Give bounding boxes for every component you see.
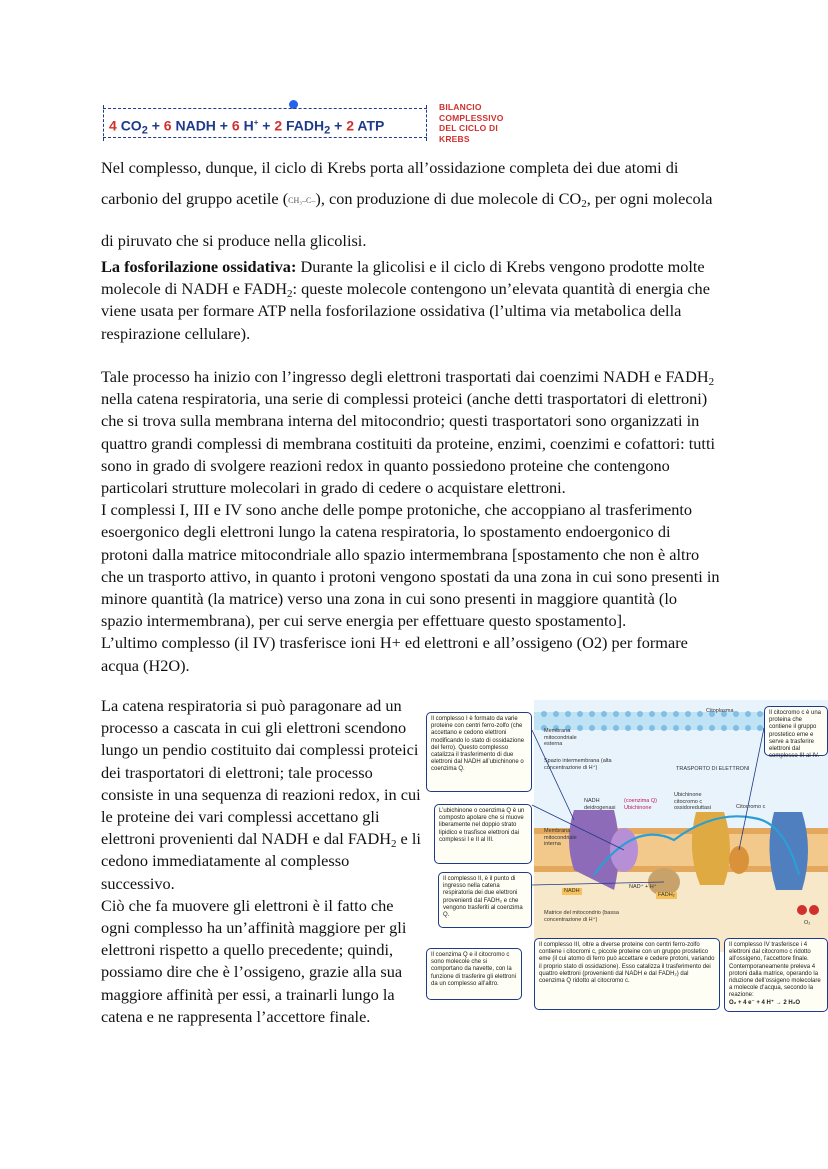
krebs-balance-formula: 4 $CO_2 + 6$ NADH + 6 H+ + 2 $FADH_2 + 2$ ATP	[103, 108, 427, 138]
label-intermembrane: Spazio intermembrana (alta concentrazione di H⁺)	[544, 758, 612, 771]
label-ossidoreduttasi: Ubichinone citocromo c ossidoreduttasi	[674, 792, 711, 811]
paragraph-respiratory-chain: Tale processo ha inizio con l’ingresso degli elettroni trasportati dai coenzimi NADH e $FADH_2$ nella catena respiratoria, una serie di complessi proteici (anche detti trasportatori di elettroni) che si trova sulla membrana interna del mitocondrio; questi trasportatori sono organizzati in quattro grandi complessi di membrana costituiti da proteine, enzimi, coenzimi e cofattori: tutti sono in grado di svolgere reazioni redox in quanto possiedono proteine che contengono particolari strutture molecolari in grado di cedere o acquistare elettroni. I complessi I, III e IV sono anche delle pompe protoniche, che accoppiano al trasferimento esoergonico degli elettroni lungo la catena respiratoria, lo spostamento endoergonico di protoni dalla matrice mitocondriale allo spazio intermembrana [spostamento che non è altro che un trasporto attivo, in quanto i protoni vengono spostati da una zona in cui sono presenti in minore quantità (la matrice) verso una zona in cui sono presenti in maggiore quantità (lo spazio intermembrana), per cui serve energia per effettuare questo spostamento]. L’ultimo complesso (il IV) trasferisce ioni H+ ed elettroni e all’ossigeno (O2) per formare acqua (H2O).	[101, 367, 720, 675]
note-cytochrome-c: Il citocromo c è una proteina che contiene il gruppo prostetico eme e serve a trasferire elettroni dal complesso III al IV.	[764, 706, 828, 756]
label-nadh: NADH	[564, 888, 580, 894]
paragraph-krebs-summary: Nel complesso, dunque, il ciclo di Krebs porta all’ossidazione completa dei due atomi di carbonio del gruppo acetile (CH₃–C–), con produzione di due molecole di $CO_2$, per ogni molecola di piruvato che si produce nella glicolisi.	[101, 158, 713, 251]
section-heading: La fosforilazione ossidativa:	[101, 257, 297, 276]
paragraph-oxidative-phosphorylation: La fosforilazione ossidativa: Durante la glicolisi e il ciclo di Krebs vengono prodotte molte molecole di NADH e $FADH_2$: queste molecole contengono un’elevata quantità di energia che viene usata per formare ATP nella fosforilazione ossidativa (l’ultima via metabolica della respirazione cellulare).	[101, 257, 710, 343]
label-cytochrome-c: Citocromo c	[736, 804, 766, 810]
respiratory-chain-figure	[424, 700, 828, 1016]
label-nad: NAD⁺ + H⁺	[629, 884, 657, 890]
note-complex-3: Il complesso III, oltre a diverse proteine con centri ferro-zolfo contiene i citocromi c, piccole proteine con un gruppo prostetico eme (il cui atomo di ferro può accettare e cedere protoni, variando il proprio stato di ossidazione). Esso catalizza il trasferimento dei quattro elettroni (provenienti dal NADH e dal FADH₂) dal coenzima Q ridotto al citocromo c.	[534, 938, 720, 1010]
label-outer-membrane: Membrana mitocondriale esterna	[544, 728, 577, 747]
acetyl-formula: CH₃–C–	[288, 196, 316, 206]
paragraph-cascade: La catena respiratoria si può paragonare ad un processo a cascata in cui gli elettroni scendono lungo un pendio costituito dai complessi proteici dei trasportatori di elettroni; tale processo consiste in una sequenza di reazioni redox, in cui le proteine dei vari complessi accettano gli elettroni provenienti dal NADH e dal $FADH_2$ e li cedono immediatamente al complesso successivo. Ciò che fa muovere gli elettroni è il fatto che ogni complesso ha un’affinità maggiore per gli elettroni rispetto a quello precedente; quindi, possiamo dire che è l’ossigeno, grazie alla sua maggiore affinità per essi, a trainarli lungo la catena e ne rappresenta l’accettore finale.	[101, 696, 421, 1026]
note-complex-2: Il complesso II, è il punto di ingresso nella catena respiratoria dei due elettroni provenienti dal FADH₂ e che vengono trasferiti al coenzima Q.	[438, 872, 532, 928]
label-nadh-dehydrogenase: NADH deidrogenasi	[584, 798, 616, 811]
label-transport: TRASPORTO DI ELETTRONI	[676, 766, 750, 772]
label-inner-membrane: Membrana mitocondriale interna	[544, 828, 577, 847]
label-coenzyme-q: (coenzima Q) Ubichinone	[624, 798, 658, 811]
note-shuttles: Il coenzima Q e il citocromo c sono molecole che si comportano da navette, con la funzione di trasferire gli elettroni da un complesso all’altro.	[426, 948, 522, 1000]
label-matrix: Matrice del mitocondrio (bassa concentrazione di H⁺)	[544, 910, 619, 923]
note-ubiquinone: L’ubichinone o coenzima Q è un composto apolare che si muove liberamente nel doppio strato lipidico e trasfisce elettroni dai complessi I e II al III.	[434, 804, 532, 864]
note-complex-1: Il complesso I è formato da varie proteine con centri ferro-zolfo (che accettano e cedono elettroni modificando lo stato di ossidazione del ferro). Questo complesso catalizza il trasferimento di due elettroni dal NADH all’ubichinone o coenzima Q.	[426, 712, 532, 792]
label-fadh: FADH₂	[658, 892, 675, 898]
note-complex-4: Il complesso IV trasferisce i 4 elettroni dal citocromo c ridotto all’ossigeno, l’accettore finale. Contemporaneamente preleva 4 protoni dalla matrice, operando la riduzione dell’ossigeno molecolare a molecole d’acqua, secondo la reazione: O₂ + 4 e⁻ + 4 H⁺ → 2 H₂O	[724, 938, 828, 1012]
formula-caption: BILANCIO COMPLESSIVO DEL CICLO DI KREBS	[439, 102, 504, 144]
label-o2: O₂	[804, 920, 811, 926]
label-citoplasma: Citoplasma	[706, 708, 734, 714]
